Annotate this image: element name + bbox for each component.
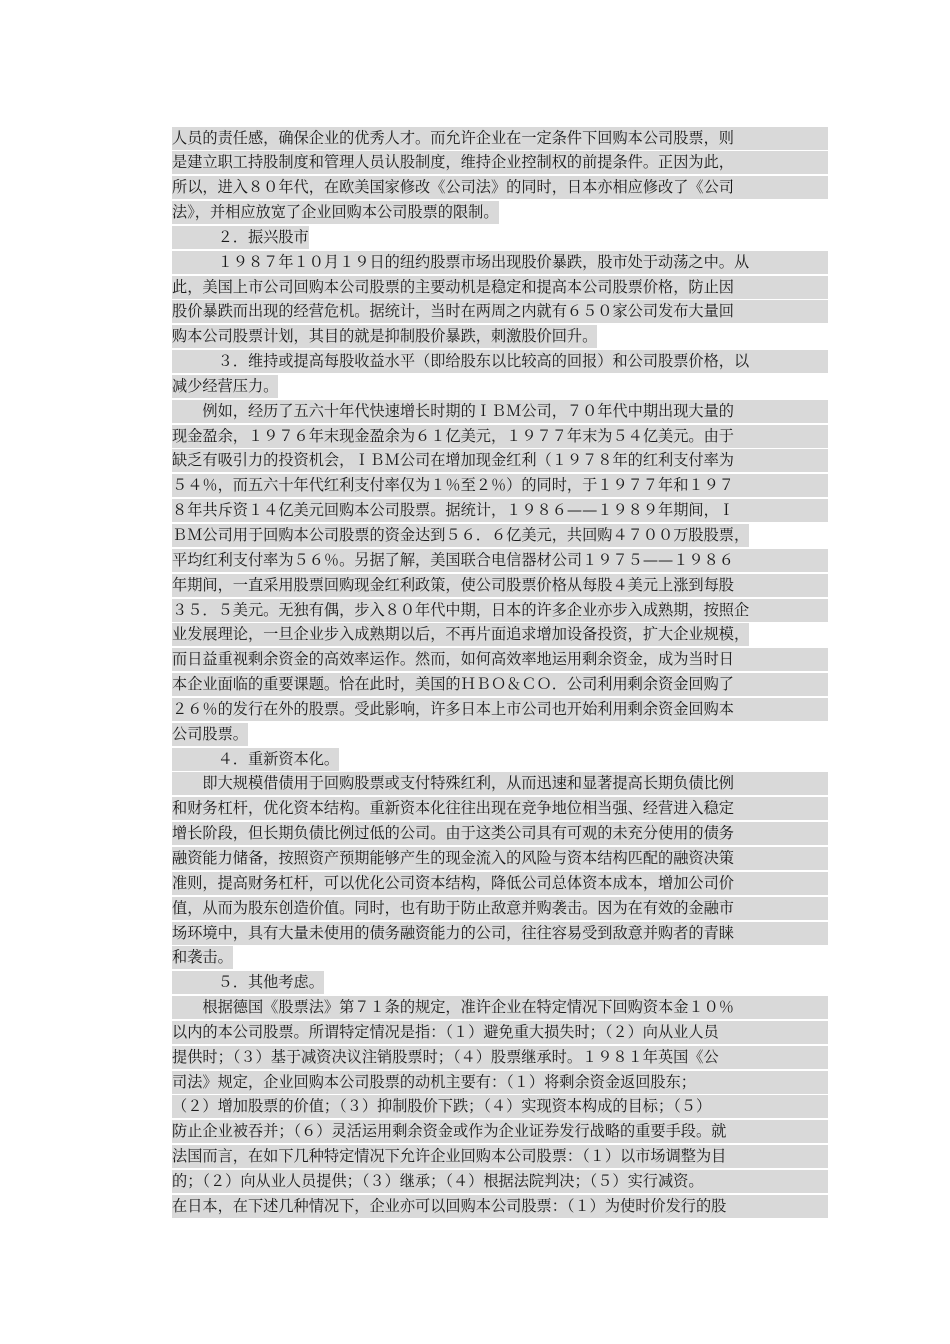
line-text: ４．重新资本化。 <box>172 748 339 771</box>
text-line <box>172 1168 828 1193</box>
text-line <box>172 920 828 945</box>
line-text: 防止企业被吞并；（６）灵活运用剩余资金或作为企业证券发行战略的重要手段。就 <box>172 1120 828 1143</box>
section-heading <box>172 349 828 374</box>
text-line <box>172 771 828 796</box>
text-line <box>172 870 828 895</box>
text-line <box>172 448 828 473</box>
text-line <box>172 523 828 548</box>
line-text: 购本公司股票计划，其目的就是抑制股价暴跌，刺激股价回升。 <box>172 325 597 348</box>
text-line <box>172 547 828 572</box>
text-line <box>172 498 828 523</box>
text-line <box>172 672 828 697</box>
line-text: 即大规模借债用于回购股票或支付特殊红利，从而迅速和显著提高长期负债比例 <box>172 772 828 795</box>
text-line <box>172 597 828 622</box>
line-text: １９８７年１０月１９日的纽约股票市场出现股价暴跌，股市处于动荡之中。从 <box>172 251 828 274</box>
text-line <box>172 324 828 349</box>
line-text: 融资能力储备，按照资产预期能够产生的现金流入的风险与资本结构匹配的融资决策 <box>172 847 828 870</box>
text-line <box>172 423 828 448</box>
text-line <box>172 125 828 150</box>
line-text: 和袭击。 <box>172 946 233 969</box>
section-heading <box>172 746 828 771</box>
text-line <box>172 796 828 821</box>
line-text: 和财务杠杆，优化资本结构。重新资本化往往出现在竞争地位相当强、经营进入稳定 <box>172 797 828 820</box>
text-line <box>172 299 828 324</box>
line-text: ＢＭ公司用于回购本公司股票的资金达到５６．６亿美元，共回购４７００万股股票， <box>172 524 749 547</box>
text-line <box>172 845 828 870</box>
line-text: 准则，提高财务杠杆，可以优化公司资本结构，降低公司总体资本成本，增加公司价 <box>172 872 828 895</box>
line-text: ３．维持或提高每股收益水平（即给股东以比较高的回报）和公司股票价格，以 <box>172 350 828 373</box>
line-text: 是建立职工持股制度和管理人员认股制度，维持企业控制权的前提条件。正因为此， <box>172 151 828 174</box>
text-line <box>172 175 828 200</box>
document-body <box>172 125 828 1218</box>
text-line <box>172 398 828 423</box>
text-line <box>172 1119 828 1144</box>
text-line <box>172 150 828 175</box>
text-line <box>172 473 828 498</box>
line-text: 减少经营压力。 <box>172 375 278 398</box>
text-line <box>172 622 828 647</box>
line-text: 所以，进入８０年代，在欧美国家修改《公司法》的同时，日本亦相应修改了《公司 <box>172 176 828 199</box>
line-text: 此，美国上市公司回购本公司股票的主要动机是稳定和提高本公司股票价格，防止因 <box>172 276 828 299</box>
line-text: 司法》规定，企业回购本公司股票的动机主要有：（１）将剩余资金返回股东； <box>172 1071 828 1094</box>
line-text: ５４％，而五六十年代红利支付率仅为１％至２％）的同时，于１９７７年和１９７ <box>172 474 828 497</box>
line-text: 人员的责任感，确保企业的优秀人才。而允许企业在一定条件下回购本公司股票，则 <box>172 127 828 150</box>
line-text: 例如，经历了五六十年代快速增长时期的ＩＢＭ公司，７０年代中期出现大量的 <box>172 400 828 423</box>
text-line <box>172 821 828 846</box>
text-line <box>172 696 828 721</box>
line-text: 增长阶段，但长期负债比例过低的公司。由于这类公司具有可观的未充分使用的债务 <box>172 822 828 845</box>
line-text: 缺乏有吸引力的投资机会，ＩＢＭ公司在增加现金红利（１９７８年的红利支付率为 <box>172 449 828 472</box>
line-text: 法国而言，在如下几种特定情况下允许企业回购本公司股票：（１）以市场调整为目 <box>172 1145 828 1168</box>
line-text: 场环境中，具有大量未使用的债务融资能力的公司，往往容易受到敌意并购者的青睐 <box>172 922 828 945</box>
line-text: 值，从而为股东创造价值。同时，也有助于防止敌意并购袭击。因为在有效的金融市 <box>172 897 828 920</box>
line-text: 根据德国《股票法》第７１条的规定，准许企业在特定情况下回购资本金１０％ <box>172 996 828 1019</box>
text-line <box>172 647 828 672</box>
line-text: ２．振兴股市 <box>172 226 309 249</box>
line-text: （２）增加股票的价值；（３）抑制股价下跌；（４）实现资本构成的目标；（５） <box>172 1095 828 1118</box>
line-text: ５．其他考虑。 <box>172 971 324 994</box>
line-text: 现金盈余，１９７６年末现金盈余为６１亿美元，１９７７年末为５４亿美元。由于 <box>172 425 828 448</box>
text-line <box>172 200 828 225</box>
line-text: ３５．５美元。无独有偶，步入８０年代中期，日本的许多企业亦步入成熟期，按照企 <box>172 599 828 622</box>
text-line <box>172 1069 828 1094</box>
line-text: 股价暴跌而出现的经营危机。据统计，当时在两周之内就有６５０家公司发布大量回 <box>172 300 828 323</box>
text-line <box>172 945 828 970</box>
line-text: ８年共斥资１４亿美元回购本公司股票。据统计，１９８６——１９８９年期间，Ｉ <box>172 499 828 522</box>
text-line <box>172 721 828 746</box>
line-text: 而日益重视剩余资金的高效率运作。然而，如何高效率地运用剩余资金，成为当时日 <box>172 648 828 671</box>
line-text: 公司股票。 <box>172 723 248 746</box>
line-text: 提供时；（３）基于减资决议注销股票时；（４）股票继承时。１９８１年英国《公 <box>172 1046 828 1069</box>
text-line <box>172 1019 828 1044</box>
text-line <box>172 1144 828 1169</box>
text-line <box>172 274 828 299</box>
text-line <box>172 895 828 920</box>
text-line <box>172 373 828 398</box>
line-text: ２６％的发行在外的股票。受此影响，许多日本上市公司也开始利用剩余资金回购本 <box>172 698 828 721</box>
text-line <box>172 995 828 1020</box>
text-line <box>172 1094 828 1119</box>
text-line <box>172 572 828 597</box>
line-text: 本企业面临的重要课题。恰在此时，美国的ＨＢＯ＆ＣＯ．公司利用剩余资金回购了 <box>172 673 828 696</box>
line-text: 年期间，一直采用股票回购现金红利政策，使公司股票价格从每股４美元上涨到每股 <box>172 574 828 597</box>
section-heading <box>172 970 828 995</box>
line-text: 法》，并相应放宽了企业回购本公司股票的限制。 <box>172 201 499 224</box>
line-text: 在日本，在下述几种情况下，企业亦可以回购本公司股票：（１）为使时价发行的股 <box>172 1195 828 1218</box>
line-text: 以内的本公司股票。所谓特定情况是指：（１）避免重大损失时；（２）向从业人员 <box>172 1021 828 1044</box>
line-text: 业发展理论，一旦企业步入成熟期以后，不再片面追求增加设备投资，扩大企业规模， <box>172 623 749 646</box>
text-line <box>172 1044 828 1069</box>
section-heading <box>172 224 828 249</box>
line-text: 的；（２）向从业人员提供；（３）继承；（４）根据法院判决；（５）实行减资。 <box>172 1170 828 1193</box>
line-text: 平均红利支付率为５６％。另据了解，美国联合电信器材公司１９７５——１９８６ <box>172 549 828 572</box>
text-line <box>172 1193 828 1218</box>
text-line <box>172 249 828 274</box>
